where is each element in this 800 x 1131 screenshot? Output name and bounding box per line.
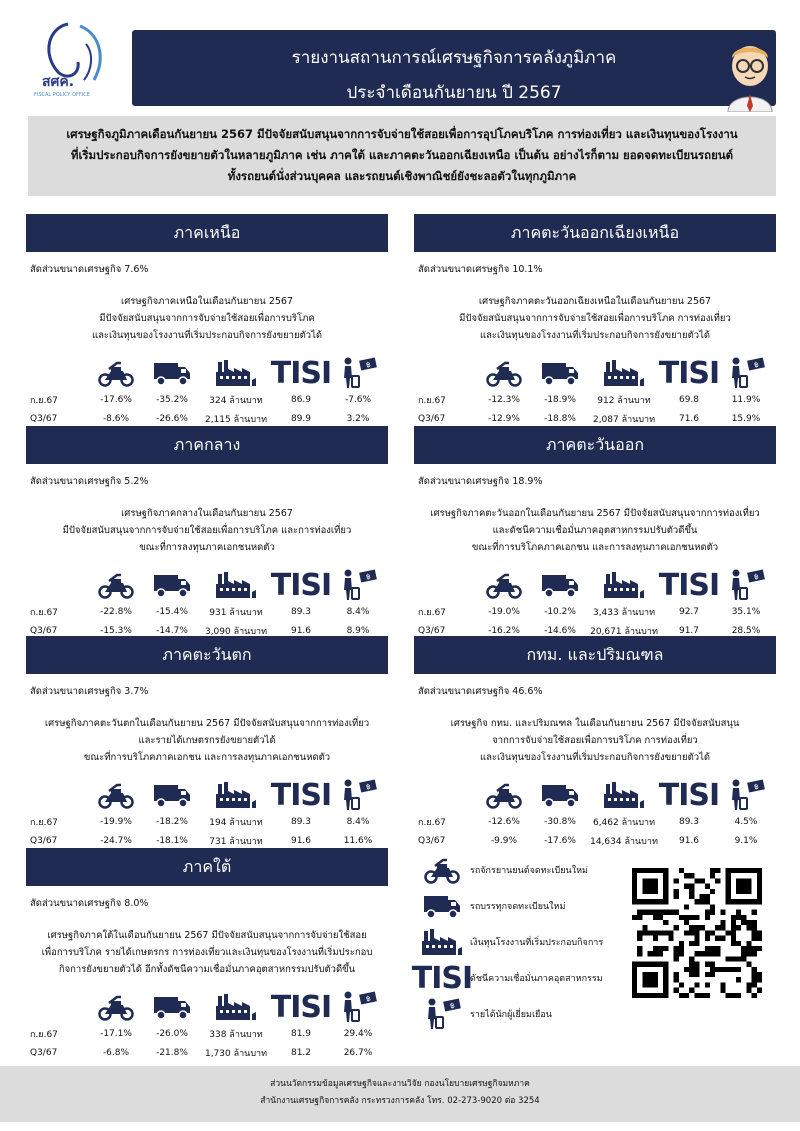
tisi-icon: TISI <box>270 989 332 1025</box>
tourist-icon <box>330 356 386 390</box>
truck-icon <box>418 892 466 920</box>
description-line: และดัชนีความเชื่อมั่นภาคอุตสาหกรรมปรับตัวดีขึ้น <box>492 525 698 536</box>
indicator-value: 338 ล้านบาท <box>209 1029 263 1040</box>
region-description <box>26 715 388 766</box>
tisi-icon: TISI <box>658 355 720 391</box>
legend-label: รถจักรยานยนต์จดทะเบียนใหม่ <box>470 866 588 876</box>
region-title: ภาคกลาง <box>26 426 388 464</box>
truck-icon <box>532 781 588 809</box>
indicator-value: 2,087 ล้านบาท <box>592 414 656 425</box>
region-description <box>26 927 388 978</box>
summary-box <box>28 116 776 196</box>
svg-text:฿: ฿ <box>365 360 372 370</box>
economy-share: สัดส่วนขนาดเศรษฐกิจ 46.6% <box>418 686 543 697</box>
factory-icon <box>200 992 272 1022</box>
legend-label: เงินทุนโรงงานที่เริ่มประกอบกิจการ <box>470 938 604 948</box>
period-label: Q3/67 <box>30 835 58 846</box>
report-period: ประจำเดือนกันยายน ปี 2567 <box>346 83 562 103</box>
indicator-value: 11.6% <box>343 835 373 846</box>
economy-share: สัดส่วนขนาดเศรษฐกิจ 7.6% <box>30 264 149 275</box>
period-label: ก.ย.67 <box>418 395 446 406</box>
region-title: ภาคตะวันออก <box>414 426 776 464</box>
indicator-value: 3.2% <box>346 413 370 424</box>
economy-share: สัดส่วนขนาดเศรษฐกิจ 18.9% <box>418 476 543 487</box>
period-label: Q3/67 <box>418 625 446 636</box>
description-line: เพื่อการบริโภค รายได้เกษตรกร การท่องเที่ยวและเงินทุนของโรงงานที่เริ่มประกอบ <box>41 947 373 958</box>
indicator-value: 2,115 ล้านบาท <box>204 414 268 425</box>
indicator-value: 91.7 <box>678 625 700 636</box>
description-line: เศรษฐกิจภาคใต้ในเดือนกันยายน 2567 มีปัจจัยสนับสนุนจากการจับจ่ายใช้สอย <box>47 930 367 941</box>
report-title: รายงานสถานการณ์เศรษฐกิจการคลังภูมิภาค <box>291 48 617 68</box>
factory-icon <box>418 927 466 957</box>
indicator-value: -26.0% <box>156 1028 188 1039</box>
description-line: มีปัจจัยสนับสนุนจากการจับจ่ายใช้สอยเพื่อการบริโภค <box>99 313 315 324</box>
indicator-row <box>26 1024 388 1043</box>
period-label: Q3/67 <box>30 1047 58 1058</box>
svg-text:฿: ฿ <box>365 782 372 792</box>
qr-code-icon[interactable] <box>632 868 762 998</box>
tourist-icon <box>718 356 774 390</box>
description-line: มีปัจจัยสนับสนุนจากการจับจ่ายใช้สอยเพื่อการบริโภค การท่องเที่ยว <box>459 313 731 324</box>
indicator-value: 89.3 <box>290 816 312 827</box>
legend-item <box>418 924 628 960</box>
tourist-icon <box>418 997 466 1031</box>
indicator-value: -12.3% <box>488 394 520 405</box>
summary-line: ที่เริ่มประกอบกิจการยังขยายตัวในหลายภูมิภาค เช่น ภาคใต้ และภาคตะวันออกเฉียงเหนือ เป็นต้น อย่างไรก็ตาม ยอดจดทะเบียนรถยนต์ <box>70 148 734 162</box>
indicator-value: -19.9% <box>100 816 132 827</box>
indicator-value: -12.9% <box>488 413 520 424</box>
indicator-row <box>414 812 776 831</box>
tisi-icon: TISI <box>270 777 332 813</box>
indicator-value: -17.6% <box>100 394 132 405</box>
svg-text:฿: ฿ <box>753 572 760 582</box>
tisi-icon: TISI <box>411 960 473 996</box>
indicator-value: -24.7% <box>100 835 132 846</box>
description-line: และรายได้เกษตรกรยังขยายตัวได้ <box>138 735 276 746</box>
tisi-icon: TISI <box>270 567 332 603</box>
description-line: และเงินทุนของโรงงานที่เริ่มประกอบกิจการยังขยายตัวได้ <box>91 330 323 341</box>
period-label: ก.ย.67 <box>418 607 446 618</box>
description-line: เศรษฐกิจ กทม. และปริมณฑล ในเดือนกันยายน 2567 มีปัจจัยสนับสนุน <box>450 718 740 729</box>
indicator-value: 931 ล้านบาท <box>209 607 263 618</box>
region-title: ภาคเหนือ <box>26 214 388 252</box>
region-northeast <box>414 214 776 428</box>
truck-icon <box>144 781 200 809</box>
period-label: ก.ย.67 <box>30 395 58 406</box>
period-label: ก.ย.67 <box>30 817 58 828</box>
summary-line: เศรษฐกิจภูมิภาคเดือนกันยายน 2567 มีปัจจัยสนับสนุนจากการจับจ่ายใช้สอยเพื่อการอุปโภคบริโภค การท่องเที่ยว และเงินทุนของโรงงาน <box>66 127 738 141</box>
indicator-value: 29.4% <box>343 1028 373 1039</box>
region-west <box>26 636 388 850</box>
indicator-value: -35.2% <box>156 394 188 405</box>
footer <box>0 1066 800 1122</box>
region-description <box>414 293 776 344</box>
indicator-value: -30.8% <box>544 816 576 827</box>
indicator-value: 92.7 <box>678 606 700 617</box>
region-description <box>414 715 776 766</box>
description-line: เศรษฐกิจภาคตะวันออกในเดือนกันยายน 2567 มีปัจจัยสนับสนุนจากการท่องเที่ยว <box>430 508 760 519</box>
indicator-row <box>414 390 776 409</box>
motorcycle-icon <box>418 856 466 884</box>
description-line: จากการจับจ่ายใช้สอยเพื่อการบริโภค การท่องเที่ยว <box>492 735 698 746</box>
factory-icon <box>588 358 660 388</box>
indicator-value: -7.6% <box>344 394 372 405</box>
indicator-icons <box>414 778 776 812</box>
indicator-icons <box>26 356 388 390</box>
indicator-value: 89.3 <box>290 606 312 617</box>
indicator-icons <box>414 568 776 602</box>
tourist-icon <box>330 990 386 1024</box>
indicator-row <box>26 390 388 409</box>
tourist-icon <box>330 568 386 602</box>
indicator-value: 8.9% <box>346 625 370 636</box>
description-line: เศรษฐกิจภาคกลางในเดือนกันยายน 2567 <box>121 508 293 519</box>
legend-item <box>418 996 628 1032</box>
indicator-value: 14,634 ล้านบาท <box>590 836 658 847</box>
period-label: Q3/67 <box>418 835 446 846</box>
indicator-value: 912 ล้านบาท <box>597 395 651 406</box>
indicator-row <box>414 602 776 621</box>
indicator-value: -15.3% <box>100 625 132 636</box>
description-line: ขณะที่การบริโภคภาคเอกชน และการลงทุนภาคเอกชนหดตัว <box>471 542 719 553</box>
indicator-icons <box>26 568 388 602</box>
svg-text:฿: ฿ <box>365 572 372 582</box>
motorcycle-icon <box>88 571 144 599</box>
indicator-value: 8.4% <box>346 606 370 617</box>
indicator-value: 11.9% <box>731 394 761 405</box>
motorcycle-icon <box>88 359 144 387</box>
indicator-value: 81.9 <box>290 1028 312 1039</box>
indicator-value: -22.8% <box>100 606 132 617</box>
indicator-value: 194 ล้านบาท <box>209 817 263 828</box>
indicator-value: 1,730 ล้านบาท <box>204 1048 268 1059</box>
economy-share: สัดส่วนขนาดเศรษฐกิจ 3.7% <box>30 686 149 697</box>
indicator-value: 89.3 <box>678 816 700 827</box>
legend-label: ดัชนีความเชื่อมั่นภาคอุตสาหกรรม <box>470 974 603 984</box>
tourist-icon <box>718 778 774 812</box>
region-central <box>26 426 388 640</box>
indicator-value: -8.6% <box>102 413 130 424</box>
truck-icon <box>532 571 588 599</box>
indicator-value: -18.2% <box>156 816 188 827</box>
legend-label: รายได้นักผู้เยี่ยมเยือน <box>470 1010 552 1020</box>
factory-icon <box>200 780 272 810</box>
indicator-value: 28.5% <box>731 625 761 636</box>
indicator-value: 26.7% <box>343 1047 373 1058</box>
factory-icon <box>200 358 272 388</box>
indicator-value: -12.6% <box>488 816 520 827</box>
legend <box>411 852 628 1032</box>
title-banner <box>132 30 776 106</box>
region-description <box>414 505 776 556</box>
indicator-value: 3,433 ล้านบาท <box>592 607 656 618</box>
legend-label: รถบรรทุกจดทะเบียนใหม่ <box>470 902 566 912</box>
period-label: ก.ย.67 <box>418 817 446 828</box>
economy-share: สัดส่วนขนาดเศรษฐกิจ 5.2% <box>30 476 149 487</box>
description-line: เศรษฐกิจภาคตะวันออกเฉียงเหนือในเดือนกันยายน 2567 <box>478 296 712 307</box>
description-line: ขณะที่การบริโภคภาคเอกชน และการลงทุนภาคเอกชนหดตัว <box>83 752 331 763</box>
summary-line: ทั้งรถยนต์นั่งส่วนบุคคล และรถยนต์เชิงพาณิชย์ยังชะลอตัวในทุกภูมิภาค <box>227 169 577 183</box>
period-label: ก.ย.67 <box>30 607 58 618</box>
indicator-value: 731 ล้านบาท <box>209 836 263 847</box>
region-title: ภาคใต้ <box>26 848 388 886</box>
indicator-value: 81.2 <box>290 1047 312 1058</box>
indicator-value: 15.9% <box>731 413 761 424</box>
indicator-value: -18.1% <box>156 835 188 846</box>
motorcycle-icon <box>476 571 532 599</box>
indicator-row <box>26 812 388 831</box>
indicator-value: -9.9% <box>490 835 518 846</box>
truck-icon <box>144 571 200 599</box>
indicator-value: 35.1% <box>731 606 761 617</box>
truck-icon <box>144 993 200 1021</box>
svg-text:สศค.: สศค. <box>42 74 75 90</box>
legend-item <box>418 888 628 924</box>
tourist-icon <box>330 778 386 812</box>
period-label: Q3/67 <box>30 625 58 636</box>
description-line: และเงินทุนของโรงงานที่เริ่มประกอบกิจการยังขยายตัวได้ <box>479 330 711 341</box>
indicator-value: -10.2% <box>544 606 576 617</box>
indicator-value: -16.2% <box>488 625 520 636</box>
indicator-value: 6,462 ล้านบาท <box>592 817 656 828</box>
indicator-icons <box>414 356 776 390</box>
footer-line: สำนักงานเศรษฐกิจการคลัง กระทรวงการคลัง โทร. 02-273-9020 ต่อ 3254 <box>260 1096 540 1106</box>
indicator-value: -18.9% <box>544 394 576 405</box>
description-line: มีปัจจัยสนับสนุนจากการจับจ่ายใช้สอยเพื่อการบริโภค และการท่องเที่ยว <box>62 525 352 536</box>
region-description <box>26 505 388 556</box>
region-east <box>414 426 776 640</box>
description-line: กิจการยังขยายตัวได้ อีกทั้งดัชนีความเชื่อมั่นภาคอุตสาหกรรมปรับตัวดีขึ้น <box>58 964 356 975</box>
indicator-icons <box>26 990 388 1024</box>
legend-item <box>418 852 628 888</box>
indicator-value: 20,671 ล้านบาท <box>590 626 658 637</box>
description-line: ขณะที่การลงทุนภาคเอกชนหดตัว <box>139 542 275 553</box>
indicator-value: 91.6 <box>678 835 700 846</box>
indicator-icons <box>26 778 388 812</box>
motorcycle-icon <box>476 359 532 387</box>
indicator-value: -17.1% <box>100 1028 132 1039</box>
indicator-value: 69.8 <box>678 394 700 405</box>
tisi-icon: TISI <box>270 355 332 391</box>
indicator-value: 4.5% <box>734 816 758 827</box>
indicator-value: 91.6 <box>290 625 312 636</box>
motorcycle-icon <box>88 781 144 809</box>
indicator-value: -17.6% <box>544 835 576 846</box>
tisi-icon: TISI <box>658 567 720 603</box>
legend-item <box>411 960 628 996</box>
svg-text:฿: ฿ <box>365 994 372 1004</box>
indicator-row <box>26 602 388 621</box>
truck-icon <box>532 359 588 387</box>
motorcycle-icon <box>476 781 532 809</box>
region-title: กทม. และปริมณฑล <box>414 636 776 674</box>
period-label: Q3/67 <box>30 413 58 424</box>
factory-icon <box>200 570 272 600</box>
truck-icon <box>144 359 200 387</box>
description-line: และเงินทุนของโรงงานที่เริ่มประกอบกิจการยังขยายตัวได้ <box>479 752 711 763</box>
indicator-value: 8.4% <box>346 816 370 827</box>
economy-share: สัดส่วนขนาดเศรษฐกิจ 8.0% <box>30 898 149 909</box>
indicator-value: 9.1% <box>734 835 758 846</box>
indicator-value: -6.8% <box>102 1047 130 1058</box>
indicator-value: 89.9 <box>290 413 312 424</box>
indicator-value: 91.6 <box>290 835 312 846</box>
region-south <box>26 848 388 1062</box>
footer-line: ส่วนนวัตกรรมข้อมูลเศรษฐกิจและงานวิจัย กองนโยบายเศรษฐกิจมหภาค <box>270 1079 530 1089</box>
svg-text:FISCAL POLICY OFFICE: FISCAL POLICY OFFICE <box>34 92 90 98</box>
indicator-row <box>414 831 776 850</box>
tourist-icon <box>718 568 774 602</box>
indicator-row <box>26 1043 388 1062</box>
indicator-value: -15.4% <box>156 606 188 617</box>
indicator-value: -21.8% <box>156 1047 188 1058</box>
indicator-value: 3,090 ล้านบาท <box>204 626 268 637</box>
indicator-value: -18.8% <box>544 413 576 424</box>
fpo-logo-icon <box>28 14 120 106</box>
tisi-icon: TISI <box>658 777 720 813</box>
indicator-value: -14.7% <box>156 625 188 636</box>
indicator-value: 324 ล้านบาท <box>209 395 263 406</box>
svg-text:฿: ฿ <box>449 1001 456 1011</box>
indicator-value: -26.6% <box>156 413 188 424</box>
region-title: ภาคตะวันตก <box>26 636 388 674</box>
region-description <box>26 293 388 344</box>
factory-icon <box>588 780 660 810</box>
description-line: เศรษฐกิจภาคตะวันตกในเดือนกันยายน 2567 มีปัจจัยสนับสนุนจากการท่องเที่ยว <box>44 718 370 729</box>
economy-share: สัดส่วนขนาดเศรษฐกิจ 10.1% <box>418 264 543 275</box>
indicator-value: -14.6% <box>544 625 576 636</box>
region-title: ภาคตะวันออกเฉียงเหนือ <box>414 214 776 252</box>
region-north <box>26 214 388 428</box>
period-label: Q3/67 <box>418 413 446 424</box>
svg-text:฿: ฿ <box>753 782 760 792</box>
motorcycle-icon <box>88 993 144 1021</box>
region-bangkok <box>414 636 776 850</box>
indicator-value: 86.9 <box>290 394 312 405</box>
economist-mascot-icon <box>718 36 782 112</box>
indicator-value: 71.6 <box>678 413 700 424</box>
description-line: เศรษฐกิจภาคเหนือในเดือนกันยายน 2567 <box>120 296 294 307</box>
indicator-value: -19.0% <box>488 606 520 617</box>
period-label: ก.ย.67 <box>30 1029 58 1040</box>
factory-icon <box>588 570 660 600</box>
svg-text:฿: ฿ <box>753 360 760 370</box>
